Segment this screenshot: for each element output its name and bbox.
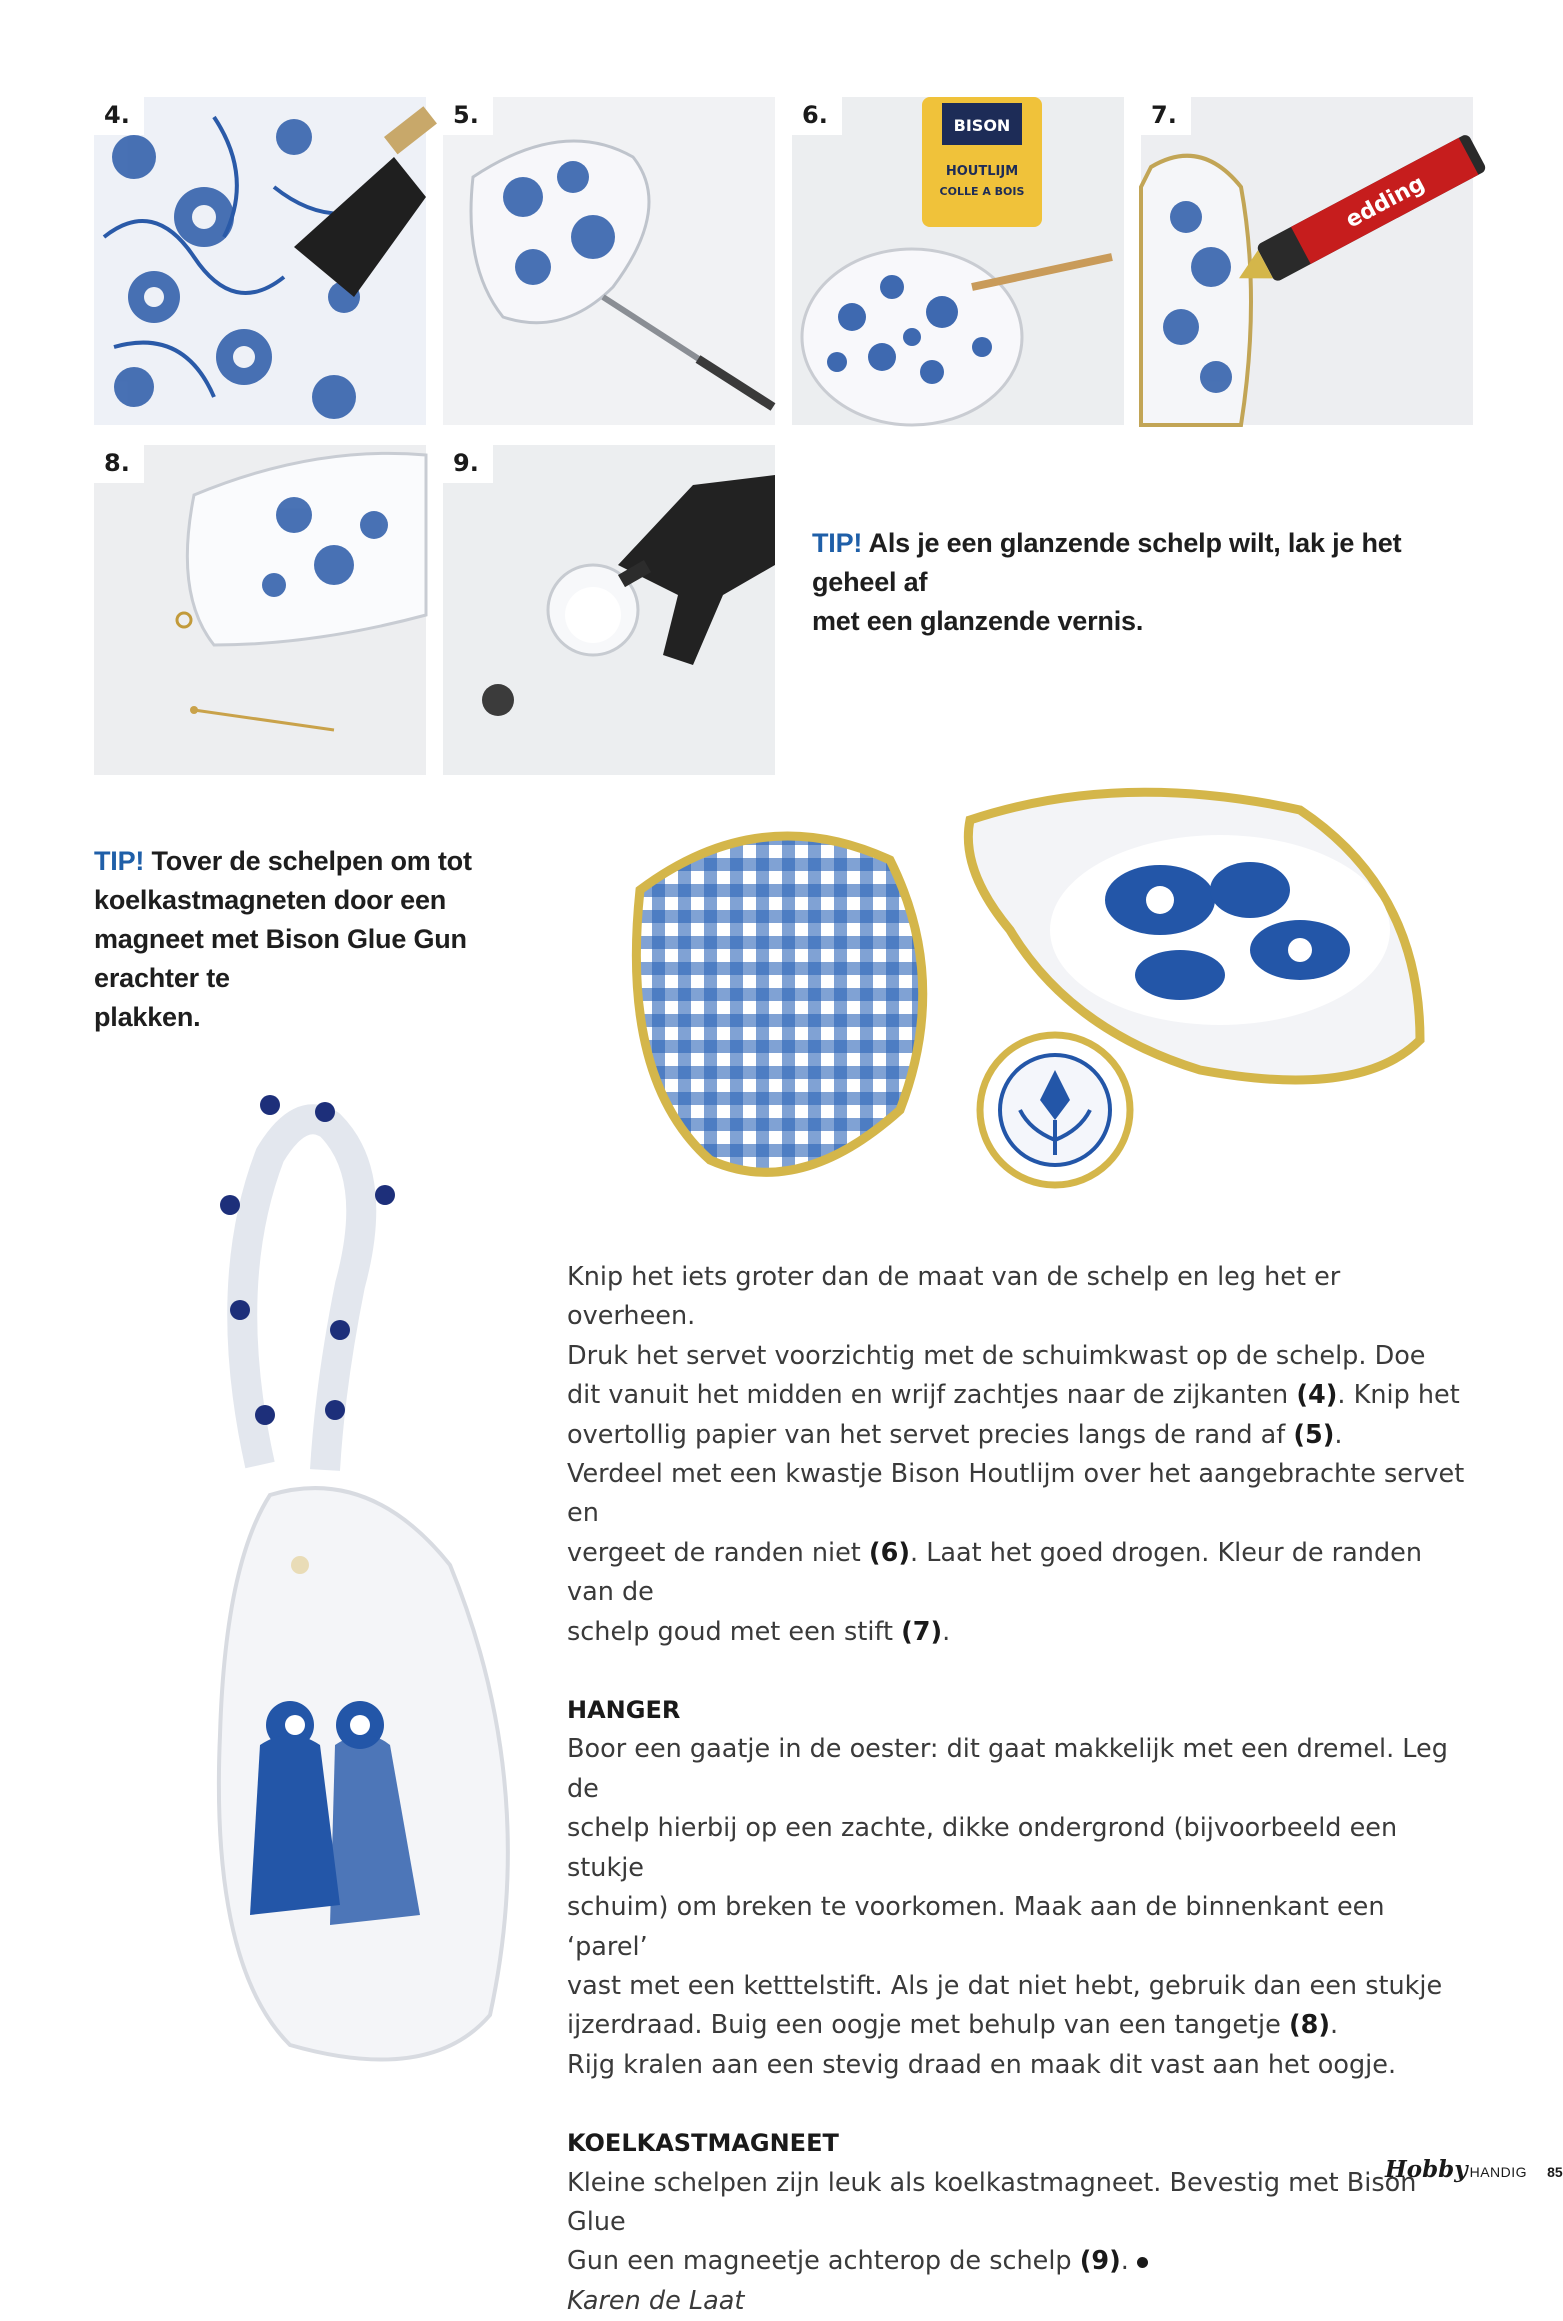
glue-gun-illustration [443, 445, 775, 775]
step-ref: (4) [1296, 1380, 1338, 1411]
step-label: 6. [792, 97, 842, 135]
step-label: 9. [443, 445, 493, 483]
tip-gloss [812, 524, 1472, 641]
section-heading-magnet: KOELKASTMAGNEET [567, 2129, 839, 2158]
glue-label-text: HOUTLIJM [945, 164, 1019, 179]
step-ref: (9) [1079, 2246, 1121, 2277]
article-line: Kleine schelpen zijn leuk als koelkastmagneet. Bevestig met Bison Glue [567, 2167, 1417, 2237]
tip-text-line: magneet met Bison Glue Gun erachter te [94, 924, 467, 993]
article-line: schuim) om breken te voorkomen. Maak aan de binnenkant een ‘parel’ [567, 1892, 1385, 1962]
article-line: Boor een gaatje in de oester: dit gaat makkelijk met een dremel. Leg de [567, 1734, 1448, 1804]
tip-text-line: Als je een glanzende schelp wilt, lak je het geheel af [812, 528, 1402, 597]
step-label: 7. [1141, 97, 1191, 135]
tip-label: TIP! [94, 846, 145, 876]
article-line: vast met een ketttelstift. Als je dat niet hebt, gebruik dan een stukje [567, 1970, 1443, 2001]
step-ref: (7) [901, 1616, 943, 1647]
magazine-logo-sub: HANDIG [1469, 2164, 1528, 2180]
end-mark-icon [1137, 2257, 1148, 2268]
gold-marker-illustration [1141, 97, 1473, 425]
article-line: Knip het iets groter dan de maat van de schelp en leg het er overheen. [567, 1262, 1341, 1332]
tip-text-line: Tover de schelpen om tot [151, 846, 472, 876]
article-line: overtollig papier van het servet precies langs de rand af (5). [567, 1419, 1343, 1450]
step-photo-5 [443, 97, 775, 425]
eye-pin-illustration [94, 445, 426, 775]
step-photo-6 [792, 97, 1124, 425]
magazine-logo: Hobby [1385, 2156, 1468, 2183]
tip-text-line: koelkastmagneten door een [94, 885, 447, 915]
step-photo-9 [443, 445, 775, 775]
step-photo-4 [94, 97, 426, 425]
hanger-photo [150, 1085, 550, 2085]
article-body [567, 1258, 1467, 2321]
decorated-shells-illustration [600, 780, 1500, 1250]
article-line: ijzerdraad. Buig een oogje met behulp van een tangetje (8). [567, 2010, 1339, 2041]
page-footer [1385, 2156, 1563, 2186]
shell-trimming-illustration [443, 97, 775, 425]
article-line: vergeet de randen niet (6). Laat het goed drogen. Kleur de randen van de [567, 1537, 1422, 1608]
step-label: 5. [443, 97, 493, 135]
step-ref: (6) [868, 1537, 910, 1568]
oyster-hanger-illustration [150, 1085, 550, 2085]
step-photo-7 [1141, 97, 1473, 425]
article-line: Rijg kralen aan een stevig draad en maak dit vast aan het oogje. [567, 2049, 1397, 2080]
article-line: dit vanuit het midden en wrijf zachtjes naar de zijkanten (4). Knip het [567, 1380, 1460, 1411]
tip-text-line: plakken. [94, 1002, 201, 1032]
tip-magnet [94, 842, 574, 1037]
napkin-sponge-illustration [94, 97, 426, 425]
glue-brand-text: BISON [953, 116, 1011, 135]
article-line: schelp goud met een stift (7). [567, 1616, 951, 1647]
step-ref: (5) [1293, 1419, 1335, 1450]
step-photo-8 [94, 445, 426, 775]
article-line: Verdeel met een kwastje Bison Houtlijm over het aangebrachte servet en [567, 1459, 1465, 1529]
article-line: schelp hierbij op een zachte, dikke ondergrond (bijvoorbeeld een stukje [567, 1813, 1398, 1883]
page-number: 85 [1547, 2164, 1563, 2180]
article-line: Druk het servet voorzichtig met de schuimkwast op de schelp. Doe [567, 1340, 1426, 1371]
step-ref: (8) [1288, 2010, 1330, 2041]
author-name: Karen de Laat [567, 2285, 745, 2316]
step-label: 8. [94, 445, 144, 483]
shells-photo [600, 780, 1500, 1250]
article-line: Gun een magneetje achterop de schelp (9). [567, 2242, 1467, 2281]
glue-brush-illustration [792, 97, 1124, 425]
section-heading-hanger: HANGER [567, 1696, 681, 1725]
tip-label: TIP! [812, 528, 863, 558]
marker-brand-text: edding [1341, 171, 1429, 234]
step-label: 4. [94, 97, 144, 135]
glue-label-text-2: COLLE A BOIS [939, 185, 1025, 198]
tip-text-line: met een glanzende vernis. [812, 606, 1144, 636]
